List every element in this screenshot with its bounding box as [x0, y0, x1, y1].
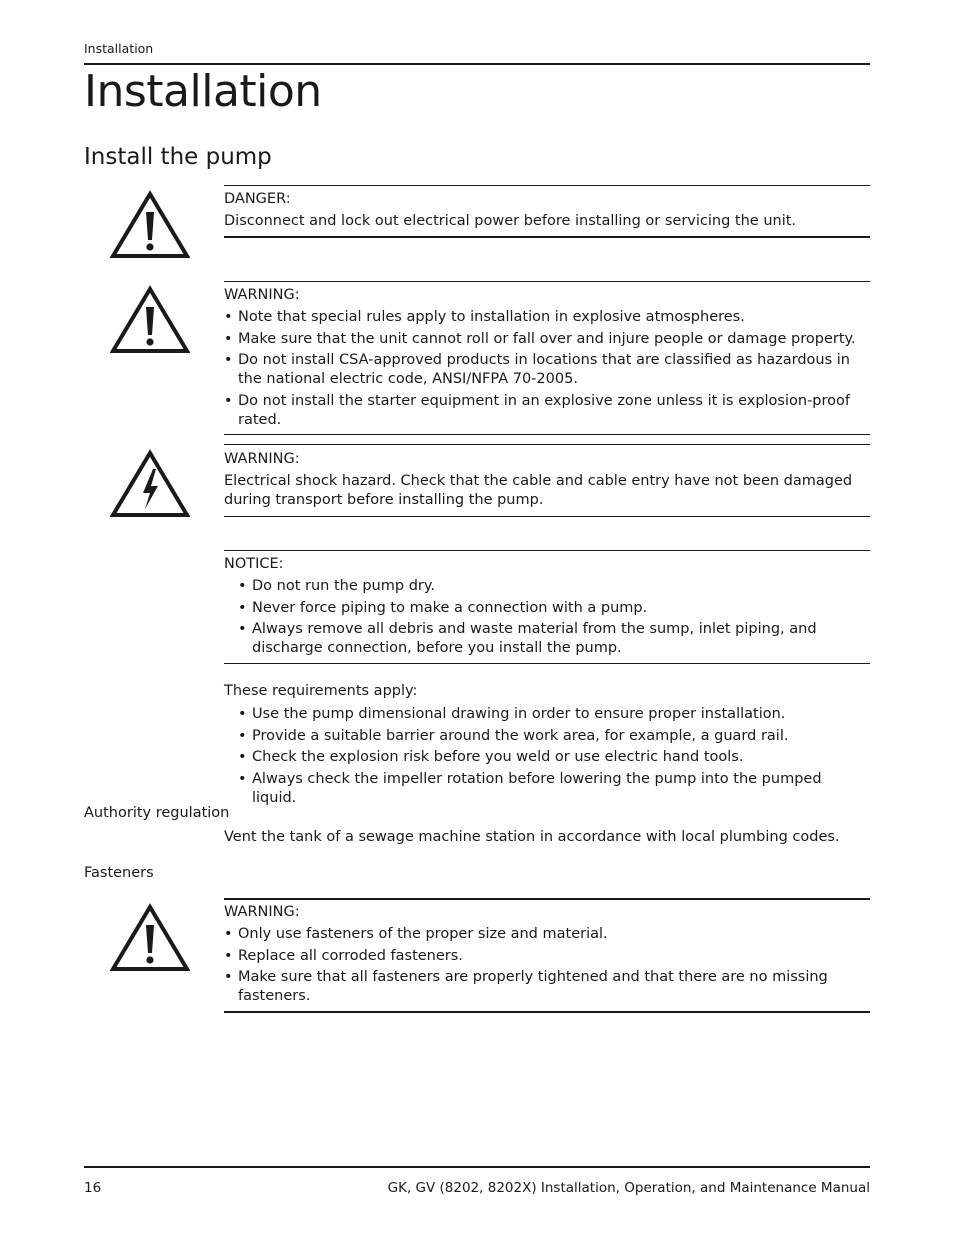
danger-label: DANGER:	[224, 191, 291, 207]
warning1-label: WARNING:	[224, 287, 300, 303]
warning2-text: Electrical shock hazard. Check that the cable and cable entry have not been damaged during transport before installing the pump.	[224, 473, 853, 508]
danger-notice	[224, 190, 870, 231]
warning2-label: WARNING:	[224, 451, 300, 467]
fasteners-top-rule	[224, 898, 870, 900]
requirements-intro: These requirements apply:	[224, 683, 418, 699]
footer-manual-title: GK, GV (8202, 8202X) Installation, Operation, and Maintenance Manual	[387, 1180, 870, 1196]
notice-label: NOTICE:	[224, 556, 284, 572]
authority-text: Vent the tank of a sewage machine station in accordance with local plumbing codes.	[224, 829, 840, 845]
notice-block	[224, 555, 870, 661]
list-item: • Only use fasteners of the proper size and material.	[224, 925, 870, 944]
list-item: • Do not run the pump dry.	[224, 577, 870, 596]
fasteners-heading: Fasteners	[84, 865, 154, 881]
page-number: 16	[84, 1180, 102, 1196]
footer-rule	[84, 1166, 870, 1168]
warning2-top-rule	[224, 444, 870, 445]
header-rule	[84, 63, 870, 65]
warning-triangle-icon	[110, 903, 190, 973]
warning1-list	[224, 308, 870, 430]
running-header: Installation	[84, 41, 154, 56]
list-item: • Replace all corroded fasteners.	[224, 947, 870, 966]
danger-text: Disconnect and lock out electrical power before installing or servicing the unit.	[224, 213, 797, 229]
list-item: • Always check the impeller rotation before lowering the pump into the pumped liquid.	[224, 770, 870, 808]
requirements-block	[224, 682, 870, 810]
requirements-list	[224, 705, 870, 808]
list-item: • Make sure that all fasteners are properly tightened and that there are no missing fasteners.	[224, 968, 870, 1006]
list-item: • Provide a suitable barrier around the work area, for example, a guard rail.	[224, 727, 870, 746]
list-item: • Do not install CSA-approved products in locations that are classified as hazardous in the national electric code, ANSI/NFPA 70-2005.	[224, 351, 870, 389]
notice-bottom-rule	[224, 663, 870, 664]
notice-top-rule	[224, 550, 870, 551]
warning1-notice	[224, 286, 870, 432]
warning1-top-rule	[224, 281, 870, 282]
fasteners-warning	[224, 903, 870, 1009]
list-item: • Do not install the starter equipment in an explosive zone unless it is explosion-proof rated.	[224, 392, 870, 430]
list-item: • Use the pump dimensional drawing in order to ensure proper installation.	[224, 705, 870, 724]
list-item: • Make sure that the unit cannot roll or fall over and injure people or damage property.	[224, 330, 870, 349]
danger-top-rule	[224, 185, 870, 186]
list-item: • Never force piping to make a connection with a pump.	[224, 599, 870, 618]
warning2-bottom-rule	[224, 516, 870, 517]
fasteners-list	[224, 925, 870, 1006]
warning2-notice	[224, 450, 870, 510]
authority-heading: Authority regulation	[84, 805, 230, 821]
list-item: • Check the explosion risk before you weld or use electric hand tools.	[224, 748, 870, 767]
fasteners-bottom-rule	[224, 1011, 870, 1013]
warning-triangle-icon	[110, 285, 190, 355]
warning1-bottom-rule	[224, 434, 870, 435]
list-item: • Always remove all debris and waste material from the sump, inlet piping, and discharge connection, before you install the pump.	[224, 620, 870, 658]
chapter-title: Installation	[84, 66, 322, 117]
fasteners-label: WARNING:	[224, 904, 300, 920]
section-title: Install the pump	[84, 144, 272, 170]
electrical-hazard-icon	[110, 449, 190, 519]
list-item: • Note that special rules apply to installation in explosive atmospheres.	[224, 308, 870, 327]
danger-bottom-rule	[224, 236, 870, 238]
warning-triangle-icon	[110, 190, 190, 260]
notice-list	[224, 577, 870, 658]
